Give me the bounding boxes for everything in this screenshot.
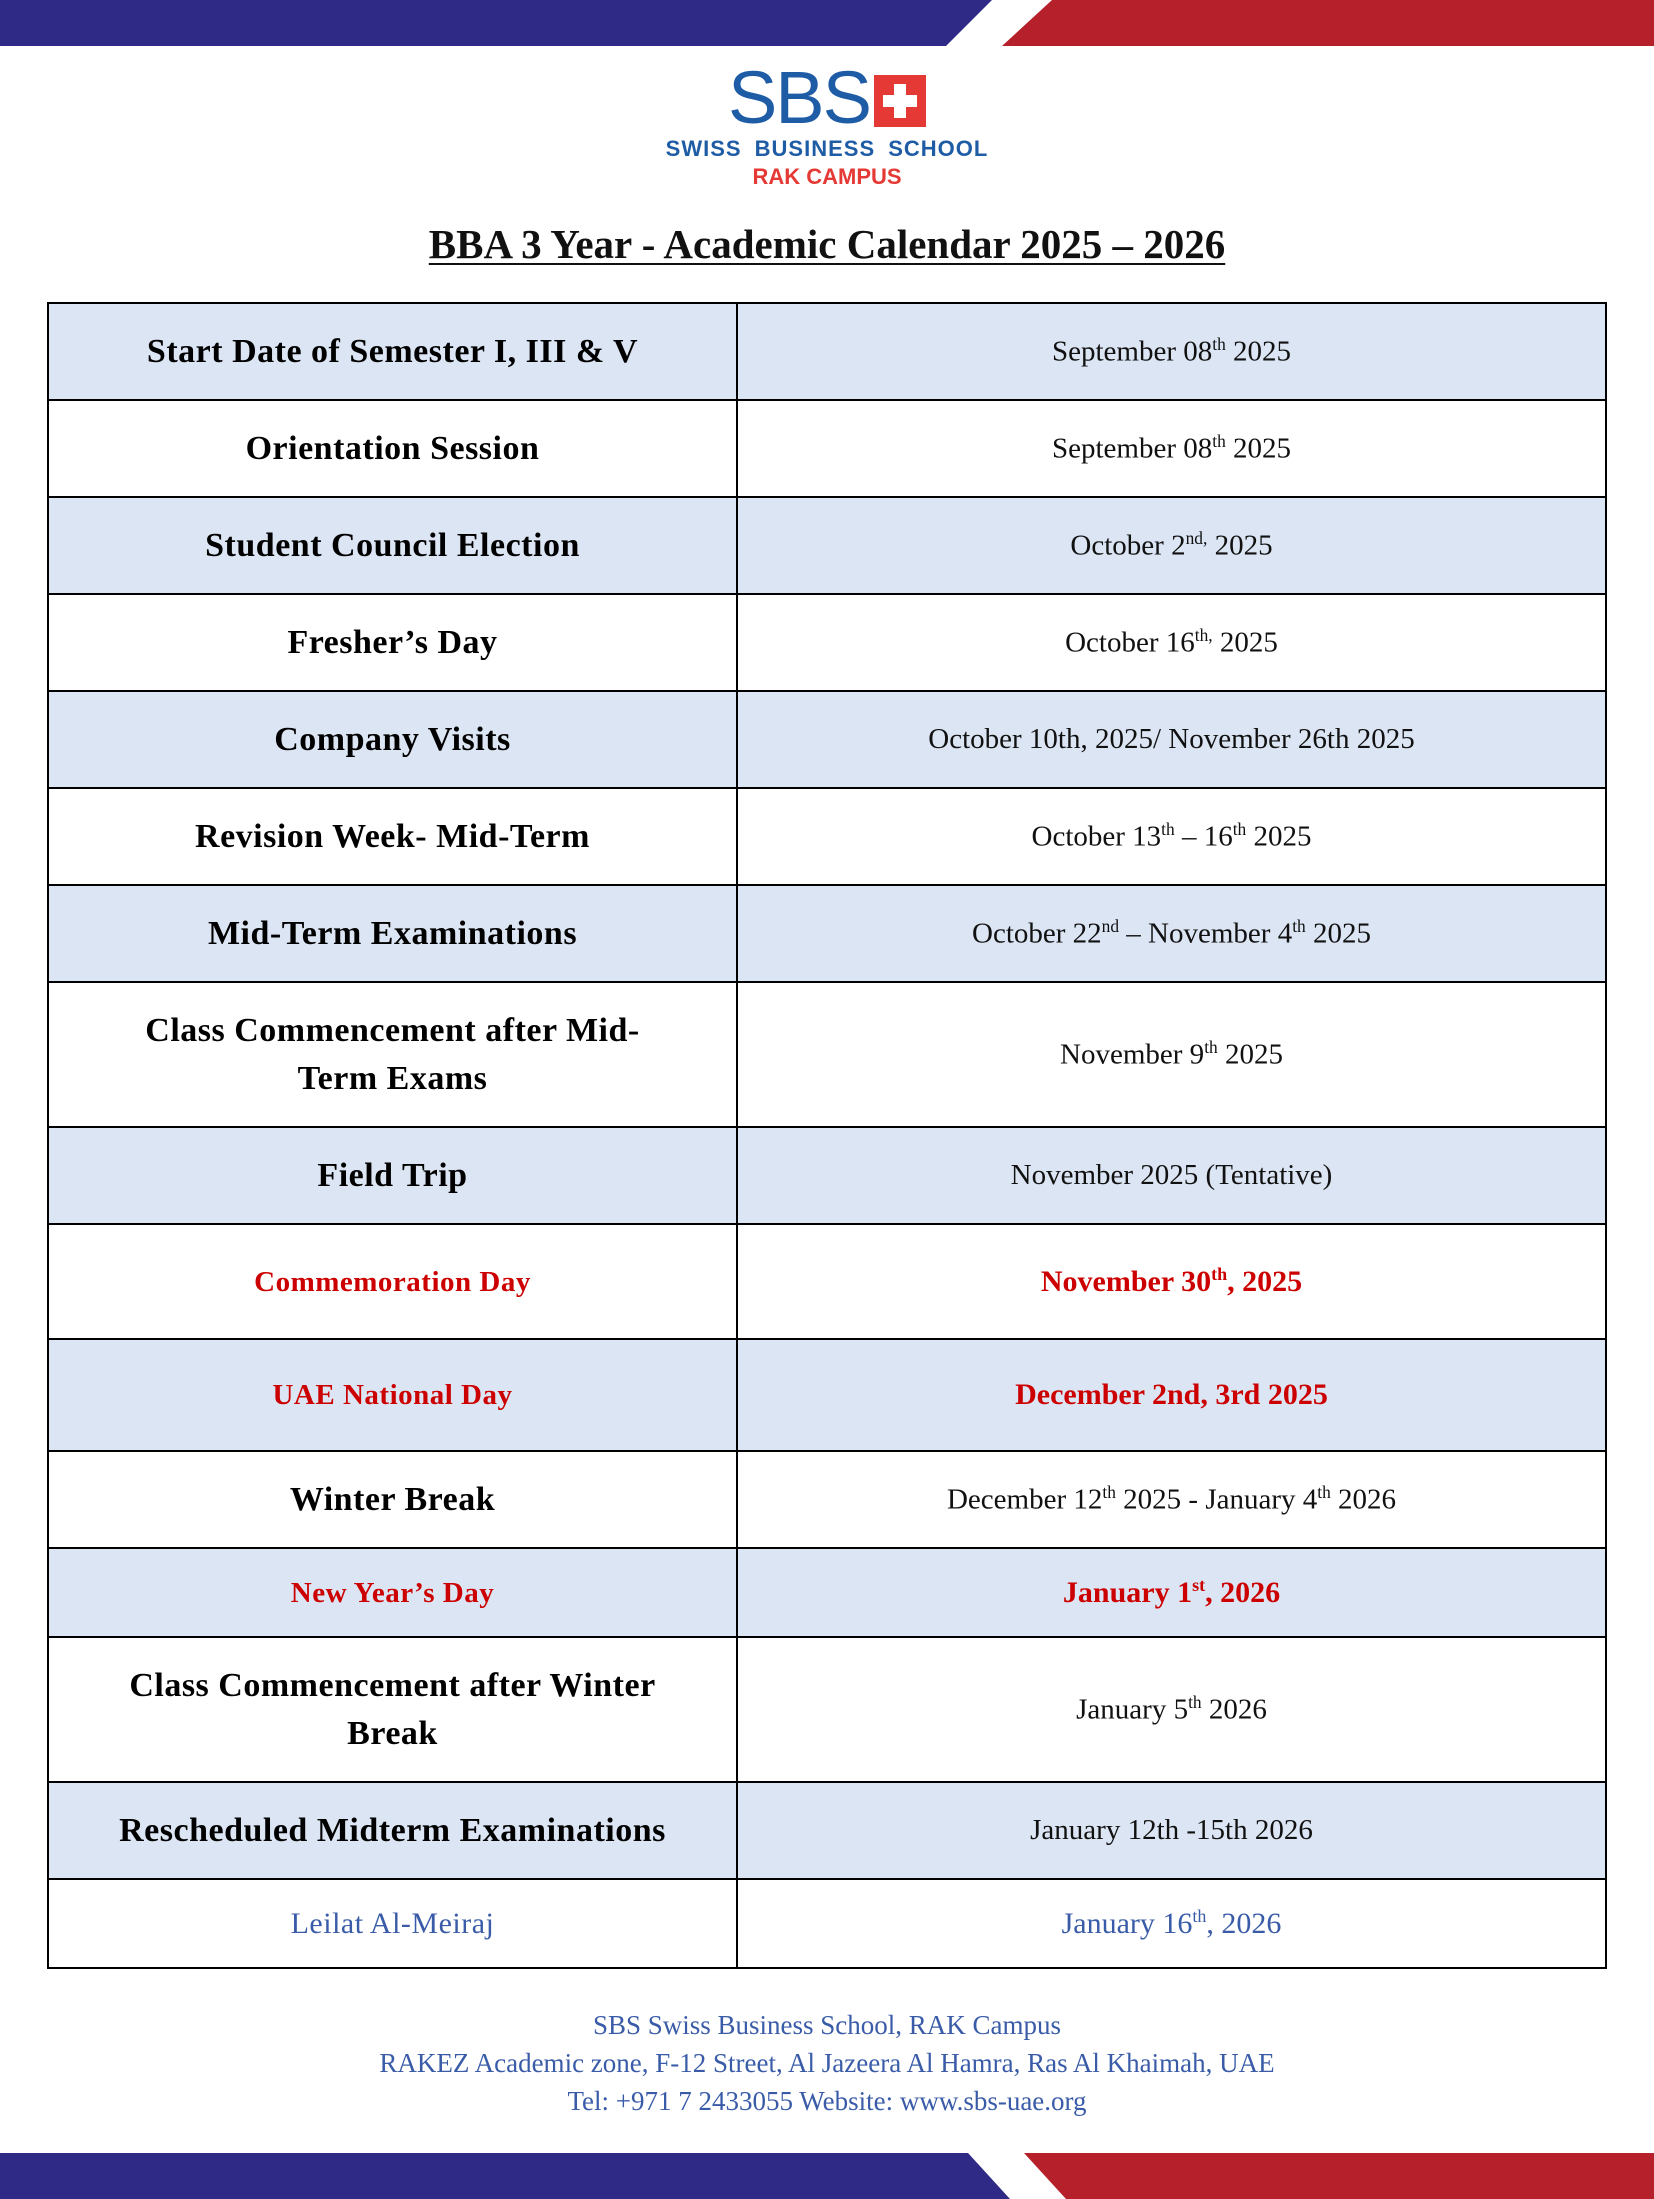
table-row: [48, 1879, 1606, 1968]
event-date: January 5th 2026: [737, 1637, 1606, 1782]
campus-name: RAK CAMPUS: [752, 164, 902, 189]
table-row: [48, 1637, 1606, 1782]
event-label: Rescheduled Midterm Examinations: [48, 1782, 737, 1879]
event-date: September 08th 2025: [737, 303, 1606, 400]
event-date: September 08th 2025: [737, 400, 1606, 497]
event-date: December 12th 2025 - January 4th 2026: [737, 1451, 1606, 1548]
footer-contact: Tel: +971 7 2433055 Website: www.sbs-uae.org: [567, 2086, 1087, 2116]
event-label: Commemoration Day: [48, 1224, 737, 1339]
table-row: [48, 303, 1606, 400]
event-date: January 12th -15th 2026: [737, 1782, 1606, 1879]
table-row: [48, 497, 1606, 594]
page-footer: [0, 2006, 1654, 2120]
table-row: [48, 1339, 1606, 1451]
top-banner: [0, 0, 1654, 46]
school-name: SWISS BUSINESS SCHOOL: [665, 136, 989, 161]
event-label: Orientation Session: [48, 400, 737, 497]
event-date: October $16^{th,}$ 2025: [737, 594, 1606, 691]
table-row: [48, 885, 1606, 982]
event-label: Company Visits: [48, 691, 737, 788]
event-label: Start Date of Semester I, III & V: [48, 303, 737, 400]
table-row: [48, 1451, 1606, 1548]
event-label: Winter Break: [48, 1451, 737, 1548]
event-date: October $2^{nd,}$ 2025: [737, 497, 1606, 594]
footer-school-name: SBS Swiss Business School, RAK Campus: [592, 2010, 1062, 2040]
event-date: December 2nd, 3rd 2025: [737, 1339, 1606, 1451]
table-row: [48, 1548, 1606, 1637]
event-label: Fresher’s Day: [48, 594, 737, 691]
event-date: October 10th, 2025/ November 26th 2025: [737, 691, 1606, 788]
event-date: October 13th – 16th 2025: [737, 788, 1606, 885]
event-date: November 2025 (Tentative): [737, 1127, 1606, 1224]
event-date: November 30th, 2025: [737, 1224, 1606, 1339]
event-date: January 1st, 2026: [737, 1548, 1606, 1637]
table-row: [48, 691, 1606, 788]
event-label: New Year’s Day: [48, 1548, 737, 1637]
event-label: Class Commencement after Winter Break: [48, 1637, 737, 1782]
event-label: Student Council Election: [48, 497, 737, 594]
footer-address: RAKEZ Academic zone, F-12 Street, Al Jazeera Al Hamra, Ras Al Khaimah, UAE: [379, 2048, 1275, 2078]
table-row: [48, 1127, 1606, 1224]
page-title: BBA 3 Year - Academic Calendar 2025 – 2026: [428, 221, 1226, 267]
event-date: November 9th 2025: [737, 982, 1606, 1127]
event-label: Field Trip: [48, 1127, 737, 1224]
bottom-banner: [0, 2153, 1654, 2199]
event-label: Leilat Al-Meiraj: [48, 1879, 737, 1968]
swiss-cross-icon: [874, 75, 926, 127]
event-date: January 16th, 2026: [737, 1879, 1606, 1968]
table-row: [48, 1224, 1606, 1339]
table-row: [48, 982, 1606, 1127]
event-label: Mid-Term Examinations: [48, 885, 737, 982]
table-row: [48, 594, 1606, 691]
event-date: October 22nd – November 4th 2025: [737, 885, 1606, 982]
table-row: [48, 1782, 1606, 1879]
logo-wordmark: SBS: [727, 56, 871, 139]
event-label: Revision Week- Mid-Term: [48, 788, 737, 885]
school-logo: [0, 56, 1654, 190]
event-label: Class Commencement after Mid- Term Exams: [48, 982, 737, 1127]
academic-calendar-table: [47, 302, 1607, 1969]
event-label: UAE National Day: [48, 1339, 737, 1451]
table-row: [48, 788, 1606, 885]
table-row: [48, 400, 1606, 497]
